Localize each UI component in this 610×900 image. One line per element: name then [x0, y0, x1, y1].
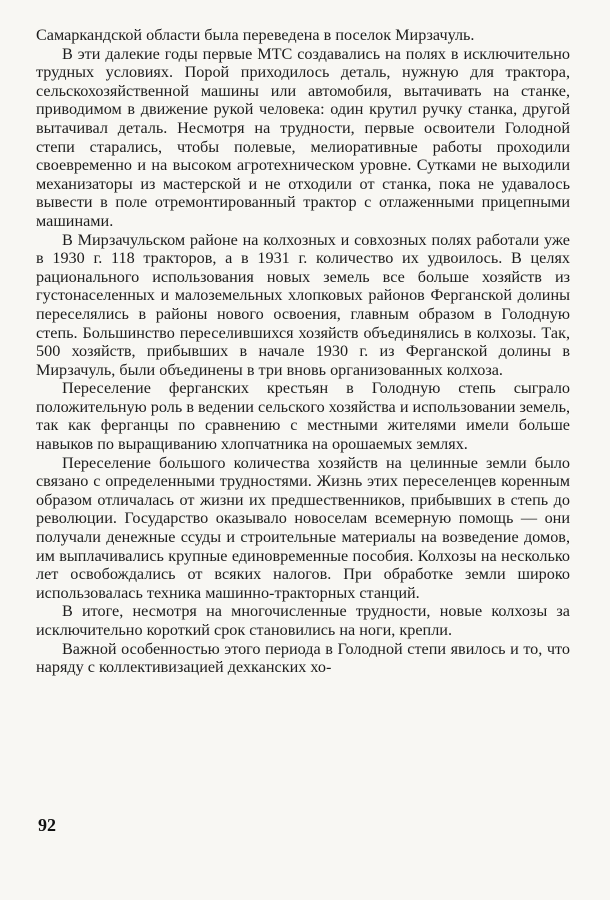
paragraph: Важной особенностью этого периода в Голодной степи явилось и то, что наряду с коллективизацией дехканских хо- [36, 639, 570, 677]
body-text [36, 26, 570, 677]
page-number: 92 [38, 815, 56, 835]
paragraph: В итоге, несмотря на многочисленные трудности, новые колхозы за исключительно короткий срок становились на ноги, крепли. [36, 602, 570, 639]
paragraph: В эти далекие годы первые МТС создавались на полях в исключительно трудных условиях. Порой приходилось деталь, нужную для трактора, сельскохозяйственной машины или автомобиля, вытачивать на станке, приводимом в движение рукой человека: один крутил ручку станка, другой вытачивал деталь. Несмотря на трудности, первые освоители Голодной степи старались, чтобы полевые, мелиоративные работы проходили своевременно и на высоком агротехническом уровне. Сутками не выходили механизаторы из мастерской и не отходили от станка, пока не удавалось вывести в поле отремонтированный трактор с отлаженными прицепными машинами. [36, 44, 570, 230]
paragraph: Переселение большого количества хозяйств на целинные земли было связано с определенными трудностями. Жизнь этих переселенцев коренным образом отличалась от жизни их предшественников, прибывших в степь до революции. Государство оказывало новоселам всемерную помощь — они получали денежные ссуды и строительные материалы на возведение домов, им выплачивались крупные единовременные пособия. Колхозы на несколько лет освобождались от всяких налогов. При обработке земли широко использовалась техника машинно-тракторных станций. [36, 453, 570, 602]
paragraph: В Мирзачульском районе на колхозных и совхозных полях работали уже в 1930 г. 118 тракторов, а в 1931 г. количество их удвоилось. В целях рационального использования новых земель все больше хозяйств из густонаселенных и малоземельных хлопковых районов Ферганской долины переселялись в районы нового освоения, главным образом в Голодную степь. Большинство переселившихся хозяйств объединялись в колхозы. Так, 500 хозяйств, прибывших в начале 1930 г. из Ферганской долины в Мирзачуль, были объединены в три вновь организованных колхоза. [36, 230, 570, 379]
paragraph: Самаркандской области была переведена в поселок Мирзачуль. [36, 26, 475, 44]
paragraph: Переселение ферганских крестьян в Голодную степь сыграло положительную роль в ведении сельского хозяйства и использовании земель, так как ферганцы по сравнению с местными жителями имели больше навыков по выращиванию хлопчатника на орошаемых землях. [36, 379, 570, 454]
